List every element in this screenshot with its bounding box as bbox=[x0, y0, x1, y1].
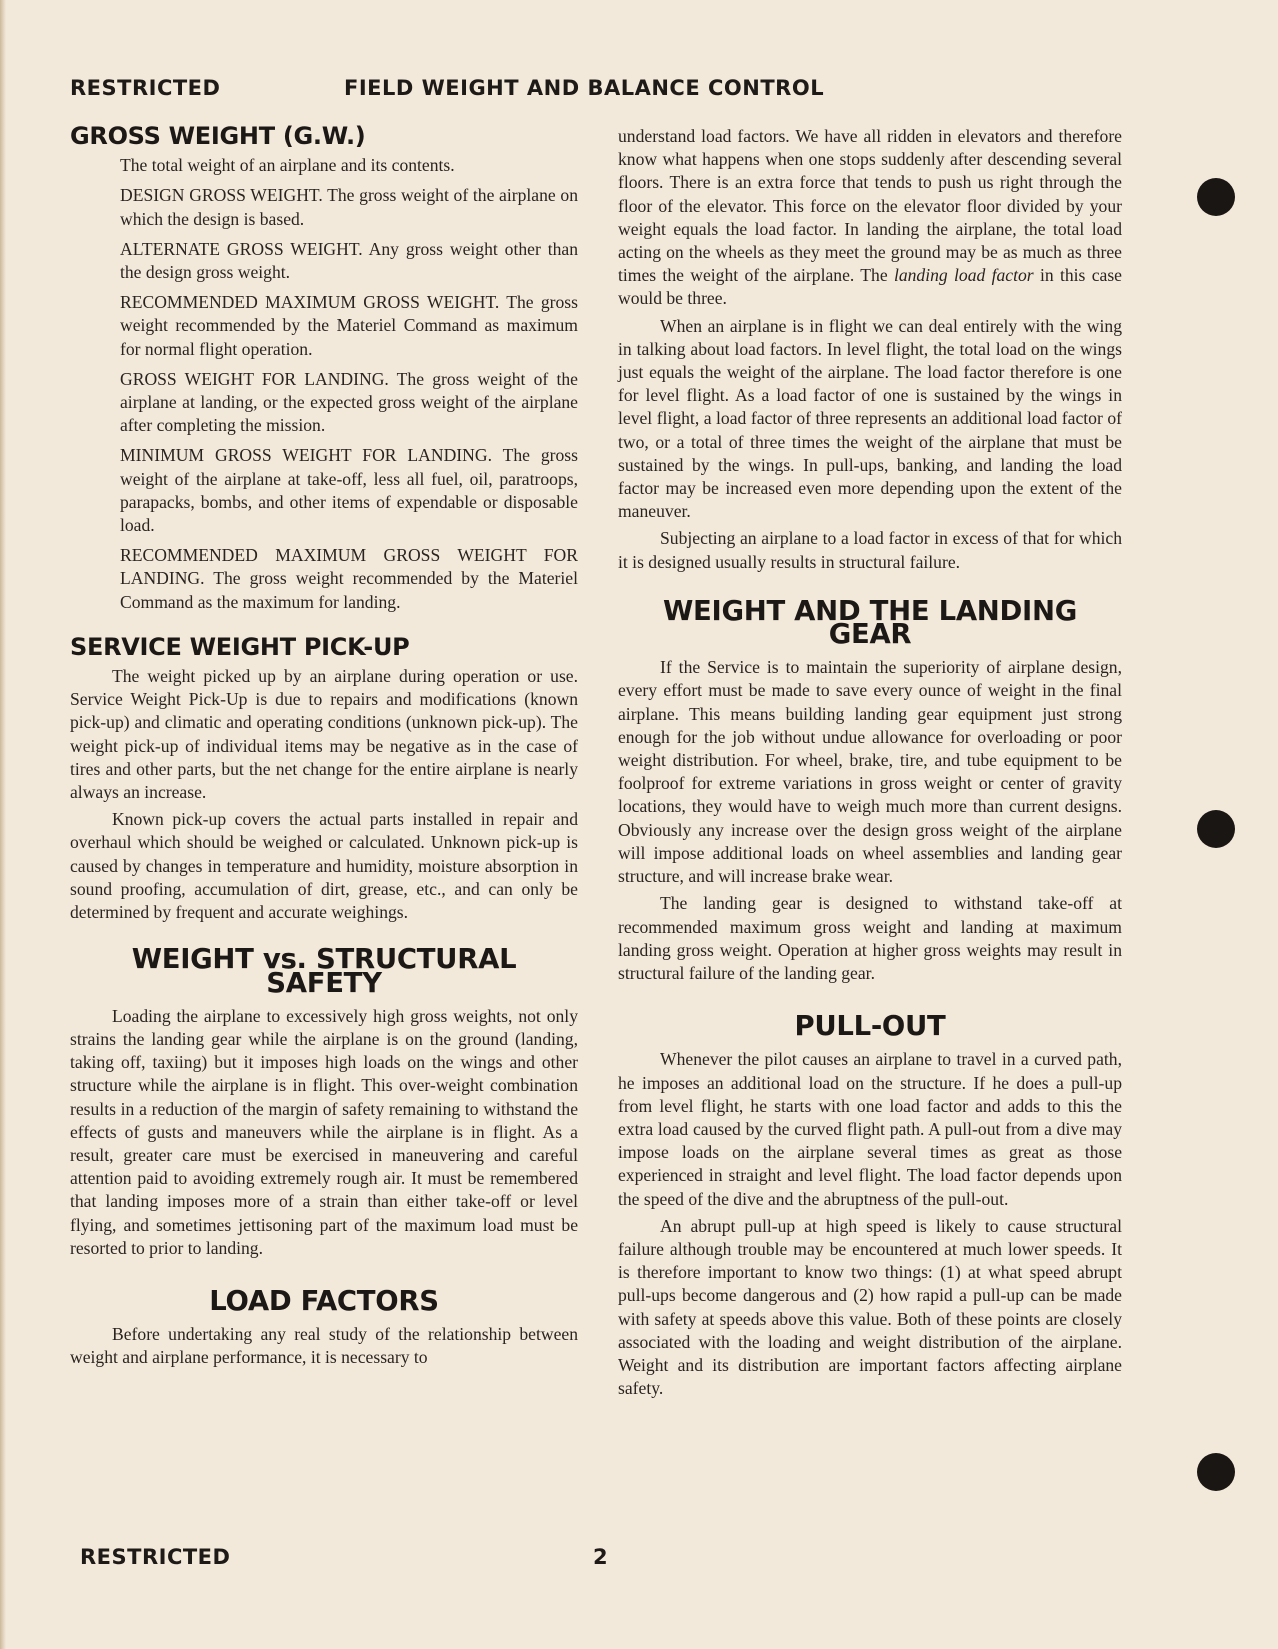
definition-item: RECOMMENDED MAXIMUM GROSS WEIGHT FOR LANDING. The gross weight recommended by the Materiel Command as the maximum for landing. bbox=[120, 545, 578, 612]
definition-item: ALTERNATE GROSS WEIGHT. Any gross weight other than the design gross weight. bbox=[120, 238, 578, 283]
heading-pull-out: PULL-OUT bbox=[794, 1010, 946, 1043]
paragraph: The landing gear is designed to withstand take-off at recommended maximum gross weight and landing at maximum landing gross weight. Operation at higher gross weights may result in structural failure of the landing gear. bbox=[618, 893, 1122, 983]
heading-load-factors: LOAD FACTORS bbox=[209, 1284, 439, 1317]
definition-item: MINIMUM GROSS WEIGHT FOR LANDING. The gross weight of the airplane at take-off, less all fuel, oil, paratroops, parapacks, bombs, and other items of expendable or disposable load. bbox=[120, 445, 578, 536]
paragraph: Loading the airplane to excessively high gross weights, not only strains the landing gear while the airplane is on the ground (landing, taking off, taxiing) but it imposes high loads on the wings and other structure while the airplane is in flight. This over-weight combination results in a reduction of the margin of safety remaining to withstand the effects of gusts and maneuvers while the airplane is in flight. As a result, greater care must be exercised in maneuvering and careful attention paid to avoiding extremely rough air. It must be remembered that landing imposes more of a strain than either take-off or level flying, and sometimes jettisoning part of the maximum load must be resorted to prior to landing. bbox=[70, 1005, 578, 1258]
paragraph: Subjecting an airplane to a load factor in excess of that for which it is designed usually results in structural failure. bbox=[618, 528, 1122, 572]
heading-gross-weight: GROSS WEIGHT (G.W.) bbox=[70, 122, 366, 150]
footer-classification: RESTRICTED bbox=[80, 1545, 231, 1569]
punch-hole-top bbox=[1197, 178, 1235, 216]
punch-hole-middle bbox=[1197, 810, 1235, 848]
paragraph: Whenever the pilot causes an airplane to travel in a curved path, he imposes an additional load on the structure. If he does a pull-up from level flight, he starts with one load factor and adds to this the extra load caused by the curved flight path. A pull-out from a dive may impose loads on the airplane several times as great as those experienced in straight and level flight. The load factor depends upon the speed of the dive and the abruptness of the pull-out. bbox=[618, 1049, 1122, 1209]
paragraph: The weight picked up by an airplane during operation or use. Service Weight Pick-Up is due to repairs and modifications (known pick-up) and climatic and operating conditions (unknown pick-up). The weight pick-up of individual items may be negative as in the case of tires and other parts, but the net change for the entire airplane is nearly always an increase. bbox=[70, 666, 578, 803]
heading-structural-safety: WEIGHT vs. STRUCTURAL SAFETY bbox=[131, 943, 517, 999]
left-column bbox=[70, 122, 578, 1374]
paragraph: If the Service is to maintain the superiority of airplane design, every effort must be made to save every ounce of weight in the final airplane. This means building landing gear equipment just strong enough for the job without undue allowance for overloading or poor weight distribution. For wheel, brake, tire, and tube equipment to be foolproof for extreme variations in gross weight or center of gravity locations, they would have to weigh much more than current designs. Obviously any increase over the design gross weight of the airplane will impose additional loads on wheel assemblies and landing gear structure, and will increase brake wear. bbox=[618, 657, 1122, 887]
definition-item: The total weight of an airplane and its contents. bbox=[120, 155, 455, 176]
heading-landing-gear: WEIGHT AND THE LANDING GEAR bbox=[663, 594, 1077, 651]
definition-item: DESIGN GROSS WEIGHT. The gross weight of the airplane on which the design is based. bbox=[120, 185, 578, 229]
punch-hole-bottom bbox=[1197, 1453, 1235, 1491]
definition-item: GROSS WEIGHT FOR LANDING. The gross weight of the airplane at landing, or the expected gross weight of the airplane after completing the mission. bbox=[120, 368, 578, 436]
paragraph: An abrupt pull-up at high speed is likely to cause structural failure although trouble may be encountered at much lower speeds. It is therefore important to know two things: (1) at what speed abrupt pull-ups become dangerous and (2) how rapid a pull-up can be made with safety at speeds above this value. Both of these points are closely associated with the loading and weight distribution of the airplane. Weight and its distribution are important factors affecting airplane safety. bbox=[618, 1215, 1122, 1399]
right-column bbox=[618, 125, 1122, 1404]
emphasis-term: landing load factor bbox=[893, 265, 1034, 286]
paragraph-continued: understand load factors. We have all ridden in elevators and therefore know what happens when one stops suddenly after descending several floors. There is an extra force that tends to push us right through the floor of the elevator. This force on the elevator floor divided by your weight equals the load factor. In landing the airplane, the total load acting on the wheels as they meet the ground may be as much as three times the weight of the airplane. The landing load factor in this case would be three. bbox=[618, 126, 1122, 309]
header-classification: RESTRICTED bbox=[70, 76, 221, 100]
paragraph: Before undertaking any real study of the relationship between weight and airplane performance, it is necessary to bbox=[70, 1324, 578, 1368]
heading-service-weight: SERVICE WEIGHT PICK-UP bbox=[70, 632, 410, 661]
paragraph: Known pick-up covers the actual parts installed in repair and overhaul which should be weighed or calculated. Unknown pick-up is caused by changes in temperature and humidity, moisture absorption in sound proofing, accumulation of dirt, grease, etc., and can only be determined by frequent and accurate weighings. bbox=[70, 809, 578, 923]
definition-item: RECOMMENDED MAXIMUM GROSS WEIGHT. The gross weight recommended by the Materiel Command as maximum for normal flight operation. bbox=[120, 292, 578, 359]
page-number: 2 bbox=[593, 1545, 609, 1569]
paragraph: When an airplane is in flight we can deal entirely with the wing in talking about load factors. In level flight, the total load on the wings just equals the weight of the airplane. The load factor therefore is one for level flight. As a load factor of one is sustained by the wings in level flight, a load factor of three represents an additional load factor of two, or a total of three times the weight of the airplane that must be sustained by the wings. In pull-ups, banking, and landing the load factor may be increased even more depending upon the extent of the maneuver. bbox=[618, 315, 1122, 522]
header-title: FIELD WEIGHT AND BALANCE CONTROL bbox=[344, 76, 825, 100]
page-edge bbox=[0, 0, 6, 1649]
